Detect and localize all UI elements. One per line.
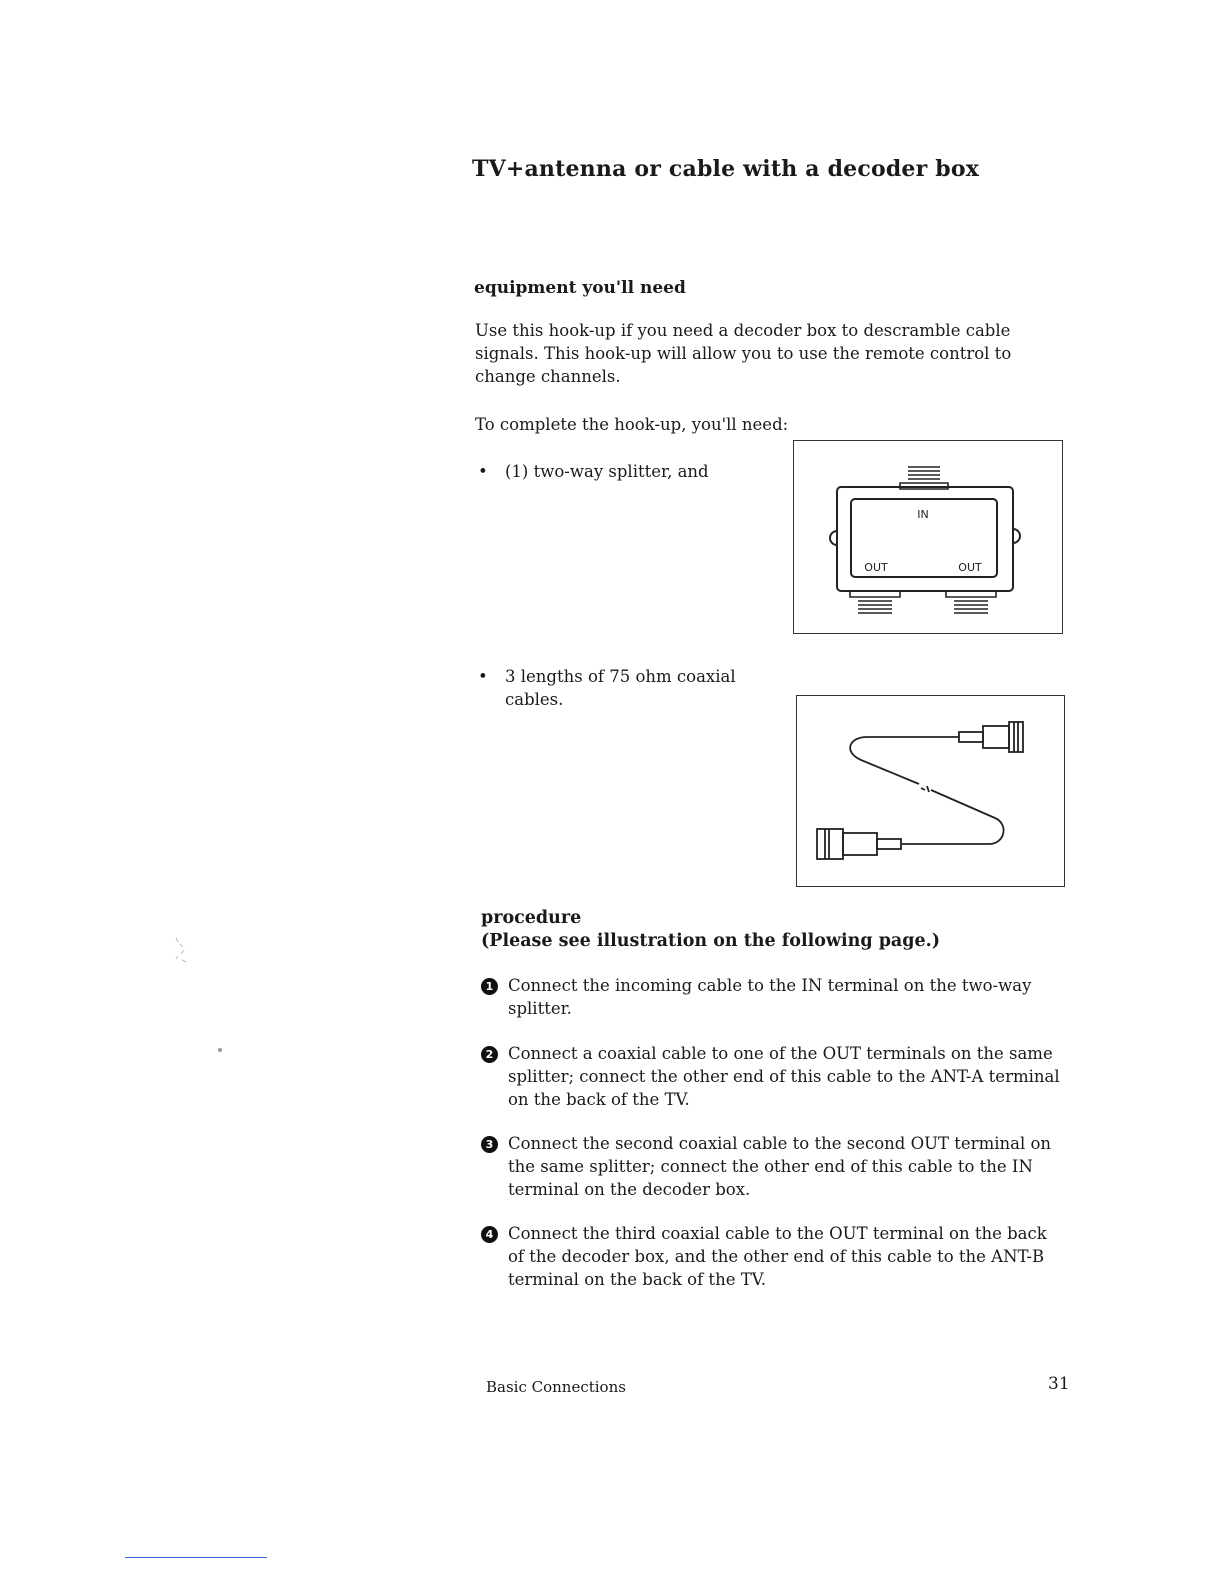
- procedure-heading-block: [481, 907, 940, 953]
- splitter-in-label: IN: [917, 508, 929, 521]
- bullet-dot: •: [478, 667, 488, 686]
- coaxial-cable-drawing: [797, 696, 1064, 886]
- step-text: Connect a coaxial cable to one of the OUT terminals on the same splitter; connect the other end of this cable to the ANT-A terminal on the back of the TV.: [508, 1044, 1060, 1109]
- step-number-badge: 3: [481, 1136, 498, 1153]
- equipment-item-cables: [478, 665, 778, 725]
- scan-dot: [218, 1048, 222, 1052]
- bullet-dot: •: [478, 462, 488, 481]
- procedure-step-1: [481, 974, 1071, 1024]
- splitter-illustration: [793, 440, 1063, 634]
- footer-page-number: 31: [1048, 1374, 1070, 1394]
- intro-paragraph: Use this hook-up if you need a decoder box to descramble cable signals. This hook-up will allow you to use the remote control to change channels.: [475, 321, 1012, 386]
- procedure-heading: procedure: [481, 908, 582, 928]
- equipment-heading: equipment you'll need: [474, 278, 686, 298]
- step-number-badge: 2: [481, 1046, 498, 1063]
- step-number-badge: 1: [481, 978, 498, 995]
- equipment-item-text: (1) two-way splitter, and: [505, 462, 709, 481]
- equipment-item-text: 3 lengths of 75 ohm coaxial cables.: [505, 667, 736, 709]
- procedure-step-4: [481, 1222, 1071, 1294]
- page-title: TV+antenna or cable with a decoder box: [472, 156, 980, 182]
- splitter-drawing: [794, 441, 1062, 633]
- need-label: To complete the hook-up, you'll need:: [475, 415, 789, 434]
- splitter-out-right-label: OUT: [958, 561, 982, 574]
- bottom-rule: [125, 1557, 267, 1558]
- equipment-item-splitter: [478, 460, 778, 490]
- scan-artifact: [172, 936, 192, 966]
- procedure-step-2: [481, 1042, 1071, 1114]
- step-text: Connect the third coaxial cable to the OUT terminal on the back of the decoder box, and the other end of this cable to the ANT-B terminal on the back of the TV.: [508, 1224, 1047, 1289]
- procedure-step-3: [481, 1132, 1071, 1204]
- step-text: Connect the second coaxial cable to the second OUT terminal on the same splitter; connect the other end of this cable to the IN terminal on the decoder box.: [508, 1134, 1052, 1199]
- step-text: Connect the incoming cable to the IN terminal on the two-way splitter.: [508, 976, 1032, 1018]
- coaxial-cable-illustration: [796, 695, 1065, 887]
- splitter-out-left-label: OUT: [864, 561, 888, 574]
- footer-section-name: Basic Connections: [486, 1378, 626, 1396]
- procedure-subheading: (Please see illustration on the following page.): [481, 931, 941, 951]
- step-number-badge: 4: [481, 1226, 498, 1243]
